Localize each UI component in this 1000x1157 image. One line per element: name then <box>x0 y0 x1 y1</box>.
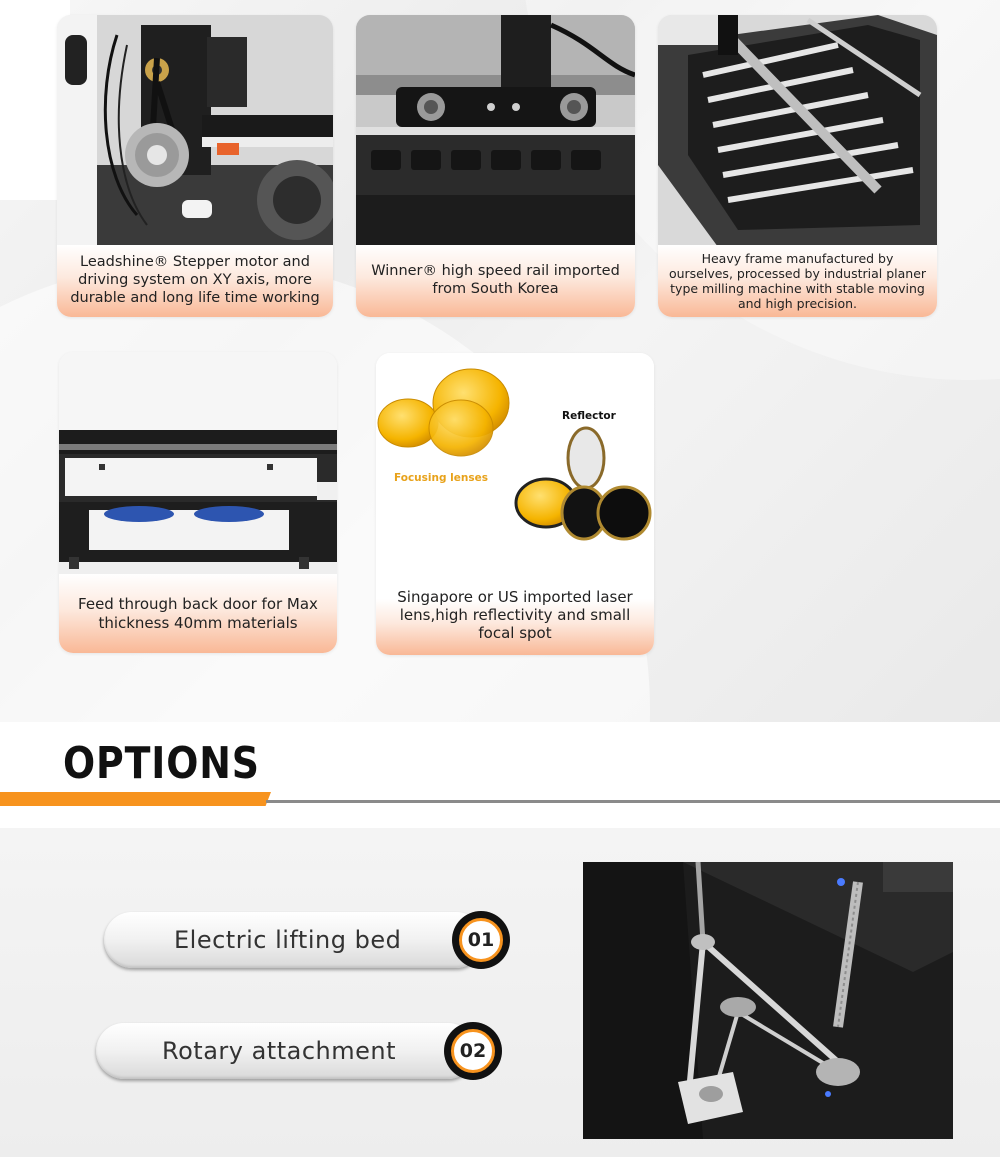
feature-card-heavy-frame <box>658 15 937 317</box>
option-number-badge <box>452 911 510 969</box>
option-number-badge <box>444 1022 502 1080</box>
stepper-motor-belt-photo <box>57 15 333 247</box>
focusing-lenses-label: Focusing lenses <box>394 472 488 484</box>
options-divider <box>266 800 1000 803</box>
option-item-rotary-attachment[interactable] <box>96 1023 476 1079</box>
option-item-electric-lifting-bed[interactable] <box>104 912 484 968</box>
reflector-label: Reflector <box>562 410 616 422</box>
option-label: Rotary attachment <box>162 1037 397 1065</box>
option-label: Electric lifting bed <box>174 926 402 954</box>
feature-card-laser-lens <box>376 353 654 655</box>
feature-card-stepper-motor <box>57 15 333 317</box>
feature-caption: Feed through back door for Max thickness 40mm materials <box>78 595 318 632</box>
machine-frame-photo <box>658 15 937 247</box>
feature-card-back-door <box>59 352 337 653</box>
lifting-bed-interior-photo <box>583 862 953 1139</box>
linear-rail-photo <box>356 15 635 247</box>
options-accent-bar <box>0 792 271 806</box>
back-door-photo <box>59 352 337 574</box>
option-number: 02 <box>459 1040 487 1062</box>
feature-caption: Winner® high speed rail imported from South Korea <box>371 263 620 297</box>
option-number: 01 <box>467 929 495 951</box>
feature-caption: Singapore or US imported laser lens,high reflectivity and small focal spot <box>397 587 633 643</box>
feature-caption: Heavy frame manufactured by ourselves, processed by industrial planer type milling machine with stable moving and high precision. <box>668 250 927 312</box>
feature-card-linear-rail <box>356 15 635 317</box>
options-section <box>0 828 1000 1157</box>
options-title: OPTIONS <box>63 738 260 789</box>
laser-lens-photo <box>376 353 654 575</box>
feature-caption: Leadshine® Stepper motor and driving system on XY axis, more durable and long life time working <box>70 254 320 306</box>
